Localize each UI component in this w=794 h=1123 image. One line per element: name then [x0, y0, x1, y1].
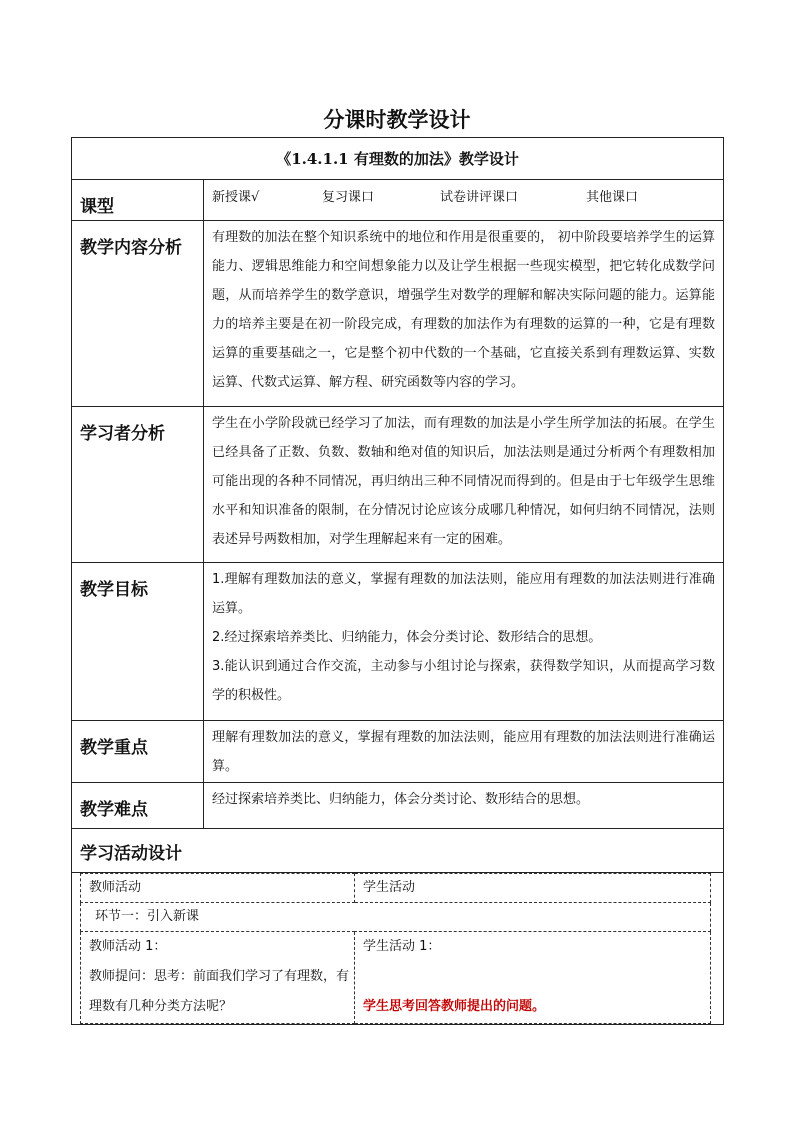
course-type-option-new: 新授课√	[212, 190, 260, 205]
learner-analysis-label: 学习者分析	[72, 407, 204, 563]
student-activity-title: 学生活动 1：	[363, 939, 441, 954]
course-type-option-review: 复习课口	[322, 190, 375, 205]
goals-label: 教学目标	[72, 563, 204, 721]
goal-item: 1.理解有理数加法的意义，掌握有理数的加法法则，能应用有理数的加法法则进行准确运算。	[212, 572, 716, 616]
page-title: 分课时教学设计	[323, 107, 471, 132]
student-activity-header: 学生活动	[355, 874, 711, 903]
course-type-option-other: 其他课口	[586, 190, 639, 205]
activity-design-header: 学习活动设计	[72, 829, 724, 873]
difficulties-row	[72, 783, 724, 829]
student-activity-1	[355, 932, 711, 1024]
goal-item: 2.经过探索培养类比、归纳能力，体会分类讨论、数形结合的思想。	[212, 630, 602, 645]
course-type-option-exam: 试卷讲评课口	[440, 190, 519, 205]
teacher-activity-title: 教师活动 1：	[89, 939, 167, 954]
doc-title: 《1.4.1.1 有理数的加法》教学设计	[72, 138, 724, 180]
course-type-row	[72, 180, 724, 221]
student-activity-text: 学生思考回答教师提出的问题。	[363, 999, 546, 1014]
content-analysis-label: 教学内容分析	[72, 221, 204, 407]
goals-list	[204, 563, 724, 721]
content-analysis-row	[72, 221, 724, 407]
section-title: 环节一：引入新课	[81, 903, 711, 932]
activity-design-body	[72, 873, 724, 1025]
key-points-text: 理解有理数加法的意义，掌握有理数的加法法则，能应用有理数的加法法则进行准确运算。	[204, 721, 724, 783]
content-analysis-text: 有理数的加法在整个知识系统中的地位和作用是很重要的， 初中阶段要培养学生的运算能力、逻辑思维能力和空间想象能力以及让学生根据一些现实模型，把它转化成数学问题，从而培养学生的数学意识，增强学生对数学的理解和解决实际问题的能力。运算能力的培养主要是在初一阶段完成，有理数的加法作为有理数的运算的一种，它是有理数运算的重要基础之一，它是整个初中代数的一个基础，它直接关系到有理数运算、实数运算、代数式运算、解方程、研究函数等内容的学习。	[204, 221, 724, 407]
goal-item: 3.能认识到通过合作交流，主动参与小组讨论与探索，获得数学知识，从而提高学习数学的积极性。	[212, 659, 716, 703]
activity-table	[80, 873, 711, 1024]
course-type-label: 课型	[72, 180, 204, 221]
lesson-plan-table	[71, 137, 724, 1025]
key-points-row	[72, 721, 724, 783]
teacher-activity-text: 教师提问：思考：前面我们学习了有理数，有理数有几种分类方法呢？	[89, 969, 350, 1014]
goals-row	[72, 563, 724, 721]
learner-analysis-text: 学生在小学阶段就已经学习了加法，而有理数的加法是小学生所学加法的拓展。在学生已经具备了正数、负数、数轴和绝对值的知识后，加法法则是通过分析两个有理数相加可能出现的各种不同情况，再归纳出三种不同情况而得到的。但是由于七年级学生思维水平和知识准备的限制，在分情况讨论应该分成哪几种情况，如何归纳不同情况，法则表述异号两数相加，对学生理解起来有一定的困难。	[204, 407, 724, 563]
teacher-activity-1	[81, 932, 355, 1024]
learner-analysis-row	[72, 407, 724, 563]
teacher-activity-header: 教师活动	[81, 874, 355, 903]
course-type-options	[204, 180, 724, 221]
difficulties-label: 教学难点	[72, 783, 204, 829]
key-points-label: 教学重点	[72, 721, 204, 783]
difficulties-text: 经过探索培养类比、归纳能力，体会分类讨论、数形结合的思想。	[204, 783, 724, 829]
